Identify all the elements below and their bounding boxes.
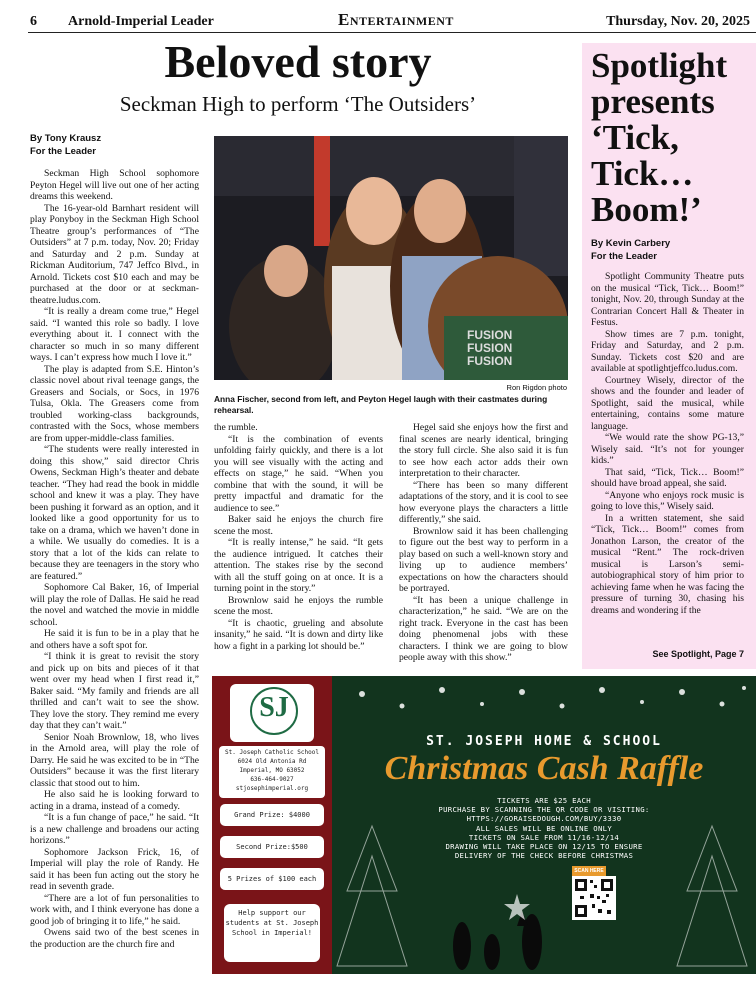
article-paragraph: “There has been so many different adaptations of the story, and it is cool to see how everyone plays the characters a little differently,” she said. xyxy=(399,479,568,525)
article-paragraph: “I think it is great to revisit the story and pick up on bits and pieces of it that went over my head when I first read it,” Baker said. “My family and friends are all thrilled and can’t wait to see the show. They love the story. They remind me every day that they can’t wait.” xyxy=(30,651,199,731)
article-paragraph: Baker said he enjoys the church fire scene the most. xyxy=(214,514,383,537)
header-rule xyxy=(28,32,756,33)
main-subhead: Seckman High to perform ‘The Outsiders’ xyxy=(119,92,477,116)
photo-credit: Ron Rigdon photo xyxy=(506,383,567,392)
article-paragraph: He also said he is looking forward to acting in a drama, instead of a comedy. xyxy=(30,789,199,812)
article-paragraph: “The students were really interested in doing this show,” said director Chris Owens, Seckman High’s theater and debate teacher. “They had read the book in middle school and knew it was a play. They have been pushing it forward as an option, and it looked like a good opportunity for us to take on a drama, which we haven’t done in a while. We usually do comedies. It is a story that a lot of the kids can relate to because they are teenagers in the story who are featured.” xyxy=(30,444,199,582)
page-number: 6 xyxy=(30,14,37,29)
byline-name: By Tony Krausz xyxy=(30,133,102,144)
photo-illustration xyxy=(214,136,568,380)
byline-org: For the Leader xyxy=(30,146,96,157)
school-address-box: St. Joseph Catholic School 6024 Old Antonia Rd Imperial, MO 63052 636-464-9027 stjosephimperial.org xyxy=(219,746,325,798)
article-paragraph: That said, “Tick, Tick… Boom!” should have broad appeal, she said. xyxy=(591,466,744,489)
sidebar-byline xyxy=(591,237,741,263)
article-paragraph: Sophomore Jackson Frick, 16, of Imperial will play the role of Randy. He said it has been fun acting out the story he read in seventh grade. xyxy=(30,846,199,892)
logo-letters: SJ xyxy=(259,692,289,723)
article-paragraph: Hegel said she enjoys how the first and final scenes are nearly identical, bringing the story full circle. She also said it is fun to see how each actor adds their own interpretation to their character. xyxy=(399,422,568,479)
article-paragraph: The play is adapted from S.E. Hinton’s classic novel about rival teenage gangs, the Greasers and Socials, or Socs, in 1976 Tulsa, Okla. The Greasers come from troubled working-class backgrounds, contrasted with the Socs, whose members are from upper-middle-class families. xyxy=(30,363,199,444)
nativity-silhouette-icon xyxy=(453,911,542,970)
article-paragraph: “We would rate the show PG-13,” Wisely said. “It’s not for younger kids.” xyxy=(591,432,744,466)
star-icon xyxy=(504,894,530,920)
issue-date: Thursday, Nov. 20, 2025 xyxy=(606,14,750,29)
second-prize: Second Prize:$500 xyxy=(220,836,324,858)
ad-title-line1: ST. JOSEPH HOME & SCHOOL xyxy=(426,734,662,749)
small-prizes: 5 Prizes of $100 each xyxy=(220,868,324,890)
main-column-1 xyxy=(30,168,199,950)
article-paragraph: “There are a lot of fun personalities to work with, and I think everyone has done a good job of bringing it to life,” he said. xyxy=(30,892,199,927)
article-paragraph: Courtney Wisely, director of the shows and the founder and leader of Spotlight, said the musical, while entertaining, contains some mature language. xyxy=(591,374,744,432)
article-paragraph: “It has been a unique challenge in characterization,” he said. “We are on the right track. Everyone in the cast has been doing phenomenal jobs with these characters. I think we are going to blow people away with this show.” xyxy=(399,594,568,663)
main-byline xyxy=(30,132,200,158)
article-paragraph: “It is a fun change of pace,” he said. “It is a new challenge and broadens our acting horizons.” xyxy=(30,812,199,846)
shirt-text: FUSION FUSION FUSION xyxy=(467,328,513,368)
ad-info: TICKETS ARE $25 EACH PURCHASE BY SCANNING THE QR CODE OR VISITING: HTTPS://GORAISEDOUGH.COM/BUY/3330 ALL SALES WILL BE ONLINE ONLY TICKETS ON SALE FROM 11/16-12/14 DRAWING WILL TAKE PLACE ON 12/15 TO ENSURE DELIVERY OF THE CHECK BEFORE CHRISTMAS xyxy=(438,796,650,861)
sidebar-headline: Spotlight presents ‘Tick, Tick… Boom!’ xyxy=(591,46,728,229)
main-column-3 xyxy=(399,422,568,664)
ad-left-panel xyxy=(212,676,332,974)
main-column-2 xyxy=(214,422,383,652)
snowflake-icons xyxy=(359,686,746,709)
article-paragraph: The 16-year-old Barnhart resident will play Ponyboy in the Seckman High School Theatre group’s performances of “The Outsiders” at 7 p.m. today, Nov. 20; Friday and Saturday and 2 p.m. Sunday at Rickman Auditorium, 747 Jeffco Blvd., in Arnold. Tickets cost $10 each and may be purchased at the door or at seckman-theatre.ludus.com. xyxy=(30,202,199,306)
article-paragraph: Show times are 7 p.m. tonight, Friday and Saturday, and 2 p.m. Sunday. Tickets cost $20 and are available at spotlightjeffco.ludus.com. xyxy=(591,328,744,374)
article-paragraph: “Anyone who enjoys rock music is going to love this,” Wisely said. xyxy=(591,489,744,512)
jump-line: See Spotlight, Page 7 xyxy=(652,649,744,659)
rehearsal-photo xyxy=(214,136,568,380)
article-paragraph: Spotlight Community Theatre puts on the musical “Tick, Tick… Boom!” tonight, Nov. 20, through Sunday at the Contrarian Concert Hall & Theater in Festus. xyxy=(591,271,744,328)
article-paragraph: Senior Noah Brownlow, 18, who lives in the Arnold area, will play the role of Darry. He said he was excited to be in “The Outsiders” because it was the first literary classic that stood out to him. xyxy=(30,731,199,789)
article-paragraph: the rumble. xyxy=(214,422,258,433)
photo-caption: Anna Fischer, second from left, and Peyton Hegel laugh with their castmates during rehearsal. xyxy=(214,394,548,415)
article-paragraph: Seckman High School sophomore Peyton Hegel will live out one of her acting dreams this weekend. xyxy=(30,168,199,202)
raffle-ad xyxy=(212,676,756,974)
byline-name: By Kevin Carbery xyxy=(591,238,671,249)
article-paragraph: Sophomore Cal Baker, 16, of Imperial will play the role of Dallas. He said he read the novel and watched the movie in middle school. xyxy=(30,582,199,628)
article-paragraph: In a written statement, she said “Tick, Tick… Boom!” comes from Jonathon Larson, the creator of the musical “Rent.” The rock-driven musical is Larson’s semi-autobiographical story of him prior to achieving fame when he was facing the pressure of turning 30, chasing his dreams and wondering if the xyxy=(591,512,744,616)
article-paragraph: “It is chaotic, grueling and absolute insanity,” he said. “It is down and dirty like how a fight in a parking lot should be.” xyxy=(214,617,383,652)
article-paragraph: “It is the combination of events unfolding fairly quickly, and there is a lot you will see visually with the acting and effects on stage,” he said. “When you combine that with the sound, it will be pretty impactful and dramatic for the audience to see.” xyxy=(214,433,383,514)
qr-code-pattern xyxy=(572,876,616,920)
article-paragraph: Owens said two of the best scenes in the production are the church fire and xyxy=(30,927,199,950)
publication-name: Arnold-Imperial Leader xyxy=(68,14,214,29)
article-paragraph: Brownlow said he enjoys the rumble scene the most. xyxy=(214,594,383,617)
byline-org: For the Leader xyxy=(591,251,657,262)
qr-label: SCAN HERE xyxy=(572,866,606,876)
qr-code-icon[interactable] xyxy=(572,876,616,920)
help-text: Help support our students at St. Joseph School in Imperial! xyxy=(224,904,320,962)
sidebar-column xyxy=(591,271,744,616)
section-name: Entertainment xyxy=(338,10,454,29)
article-paragraph: “It is really intense,” he said. “It gets the audience intrigued. It catches their attention. The stakes rise by the second with all the stuff going on at once. It is a turning point in the story.” xyxy=(214,537,383,594)
grand-prize: Grand Prize: $4000 xyxy=(220,804,324,826)
school-logo xyxy=(230,684,314,742)
ad-title-line2: Christmas Cash Raffle xyxy=(384,750,704,787)
article-paragraph: “It is really a dream come true,” Hegel said. “I wanted this role so badly. I love everything about it. I connect with the character so much in so many different ways. I can’t express how much I love it.” xyxy=(30,306,199,363)
main-headline: Beloved story xyxy=(164,36,432,87)
article-paragraph: Brownlow said it has been challenging to figure out the best way to perform in a play based on such a well-known story and living up to audience members’ expectations on how the characters should be portrayed. xyxy=(399,525,568,594)
article-paragraph: He said it is fun to be in a play that he and others have a soft spot for. xyxy=(30,628,199,651)
